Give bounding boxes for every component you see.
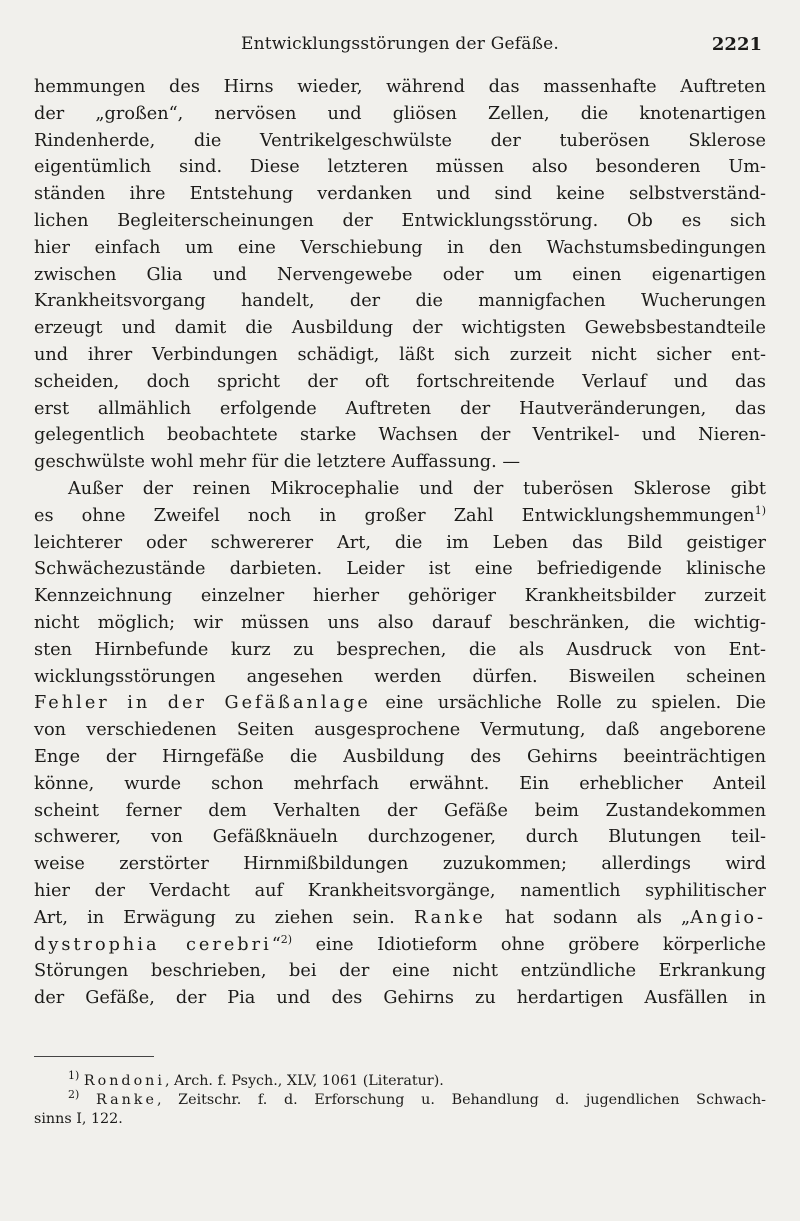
spaced-emphasis: Angio- — [690, 907, 766, 928]
text-line — [34, 905, 766, 932]
text-line: Außer der reinen Mikrocephalie und der tuberösen Sklerose gibt — [68, 478, 766, 499]
running-head — [0, 30, 800, 60]
footnote — [34, 1069, 766, 1091]
text-line: nicht möglich; wir müssen uns also darauf beschränken, die wichtig- — [34, 612, 766, 633]
page-number: 2221 — [711, 34, 762, 55]
text-line — [34, 690, 766, 717]
footnote-divider — [34, 1056, 154, 1057]
text-segment: Art, in Erwägung zu ziehen sein. — [34, 907, 395, 928]
text-line: Rindenherde, die Ventrikelgeschwülste der tuberösen Sklerose — [34, 130, 766, 151]
text-line: erzeugt und damit die Ausbildung der wichtigsten Gewebsbestandteile — [34, 318, 766, 339]
text-line: der „großen“, nervösen und gliösen Zellen, die knotenartigen — [34, 103, 766, 124]
text-line: gelegentlich beobachtete starke Wachsen der Ventrikel- und Nieren- — [34, 425, 766, 446]
text-line: von verschiedenen Seiten ausgesprochene Vermutung, daß angeborene — [34, 720, 766, 741]
text-segment: eine Idiotieform ohne gröbere körperliche — [315, 934, 766, 955]
text-line: eigentümlich sind. Diese letzteren müssen also besonderen Um- — [34, 157, 766, 178]
text-line: Schwächezustände darbieten. Leider ist eine befriedigende klinische — [34, 559, 766, 580]
text-segment: es ohne Zweifel noch in großer Zahl Entwicklungshemmungen — [34, 505, 755, 526]
footnote-text: , Arch. f. Psych., XLV, 1061 (Literatur). — [164, 1073, 444, 1089]
text-line: könne, wurde schon mehrfach erwähnt. Ein erheblicher Anteil — [34, 773, 766, 794]
running-title: Entwicklungsstörungen der Gefäße. — [240, 34, 559, 54]
footnote-text: , Zeitschr. f. d. Erforschung u. Behandlung d. jugendlichen Schwach- — [156, 1092, 766, 1108]
text-line: wicklungsstörungen angesehen werden dürfen. Bisweilen scheinen — [34, 666, 766, 687]
text-line: lichen Begleiterscheinungen der Entwicklungsstörung. Ob es sich — [34, 210, 766, 231]
text-line — [34, 932, 766, 959]
text-line: hier einfach um eine Verschiebung in den Wachstumsbedingungen — [34, 237, 766, 258]
footnotes — [34, 1069, 766, 1129]
text-line: scheint ferner dem Verhalten der Gefäße beim Zustandekommen — [34, 800, 766, 821]
footnote-author: Rondoni — [83, 1073, 165, 1089]
text-line: hier der Verdacht auf Krankheitsvorgänge, namentlich syphilitischer — [34, 880, 766, 901]
body-text — [34, 74, 766, 1012]
text-line: ständen ihre Entstehung verdanken und sind keine selbstverständ- — [34, 184, 766, 205]
text-line: Störungen beschrieben, bei der eine nicht entzündliche Erkrankung — [34, 961, 766, 982]
text-line: hemmungen des Hirns wieder, während das massenhafte Auftreten — [34, 77, 766, 97]
footnote-mark: 2) — [68, 1088, 80, 1102]
text-line: leichterer oder schwererer Art, die im Leben das Bild geistiger — [34, 532, 766, 553]
text-line: weise zerstörter Hirnmißbildungen zuzukommen; allerdings wird — [34, 854, 766, 875]
text-line: Kennzeichnung einzelner hierher gehöriger Krankheitsbilder zurzeit — [34, 586, 766, 607]
footnote-ref: 2) — [280, 932, 293, 946]
text-line: sten Hirnbefunde kurz zu besprechen, die als Ausdruck von Ent- — [34, 639, 766, 660]
text-line: schwerer, von Gefäßknäueln durchzogener, durch Blutungen teil- — [34, 827, 766, 848]
text-line: Krankheitsvorgang handelt, der die mannigfachen Wucherungen — [34, 291, 766, 312]
text-segment: “ — [271, 934, 281, 955]
footnote-mark: 1) — [68, 1069, 80, 1083]
text-line: erst allmählich erfolgende Auftreten der Hautveränderungen, das — [34, 398, 766, 419]
spaced-emphasis: dystrophia cerebri — [34, 934, 272, 955]
footnote-ref: 1) — [754, 503, 766, 517]
text-line — [34, 503, 766, 530]
text-segment: eine ursächliche Rolle zu spielen. Die — [385, 693, 766, 714]
text-line: geschwülste wohl mehr für die letztere Auffassung. — — [34, 452, 521, 473]
spaced-emphasis: Fehler in der Gefäßanlage — [34, 693, 371, 714]
text-line: zwischen Glia und Nervengewebe oder um einen eigenartigen — [34, 264, 766, 285]
footnote-continuation: sinns I, 122. — [34, 1111, 123, 1127]
spaced-emphasis: Ranke — [413, 907, 486, 928]
footnote — [34, 1088, 766, 1110]
footnote-author: Ranke — [95, 1092, 157, 1108]
text-line: Enge der Hirngefäße die Ausbildung des Gehirns beeinträchtigen — [34, 746, 766, 767]
text-segment: hat sodann als „ — [504, 907, 691, 928]
text-line: scheiden, doch spricht der oft fortschreitende Verlauf und das — [34, 371, 766, 392]
text-line: und ihrer Verbindungen schädigt, läßt sich zurzeit nicht sicher ent- — [34, 344, 766, 365]
text-line: der Gefäße, der Pia und des Gehirns zu herdartigen Ausfällen in — [34, 988, 766, 1009]
